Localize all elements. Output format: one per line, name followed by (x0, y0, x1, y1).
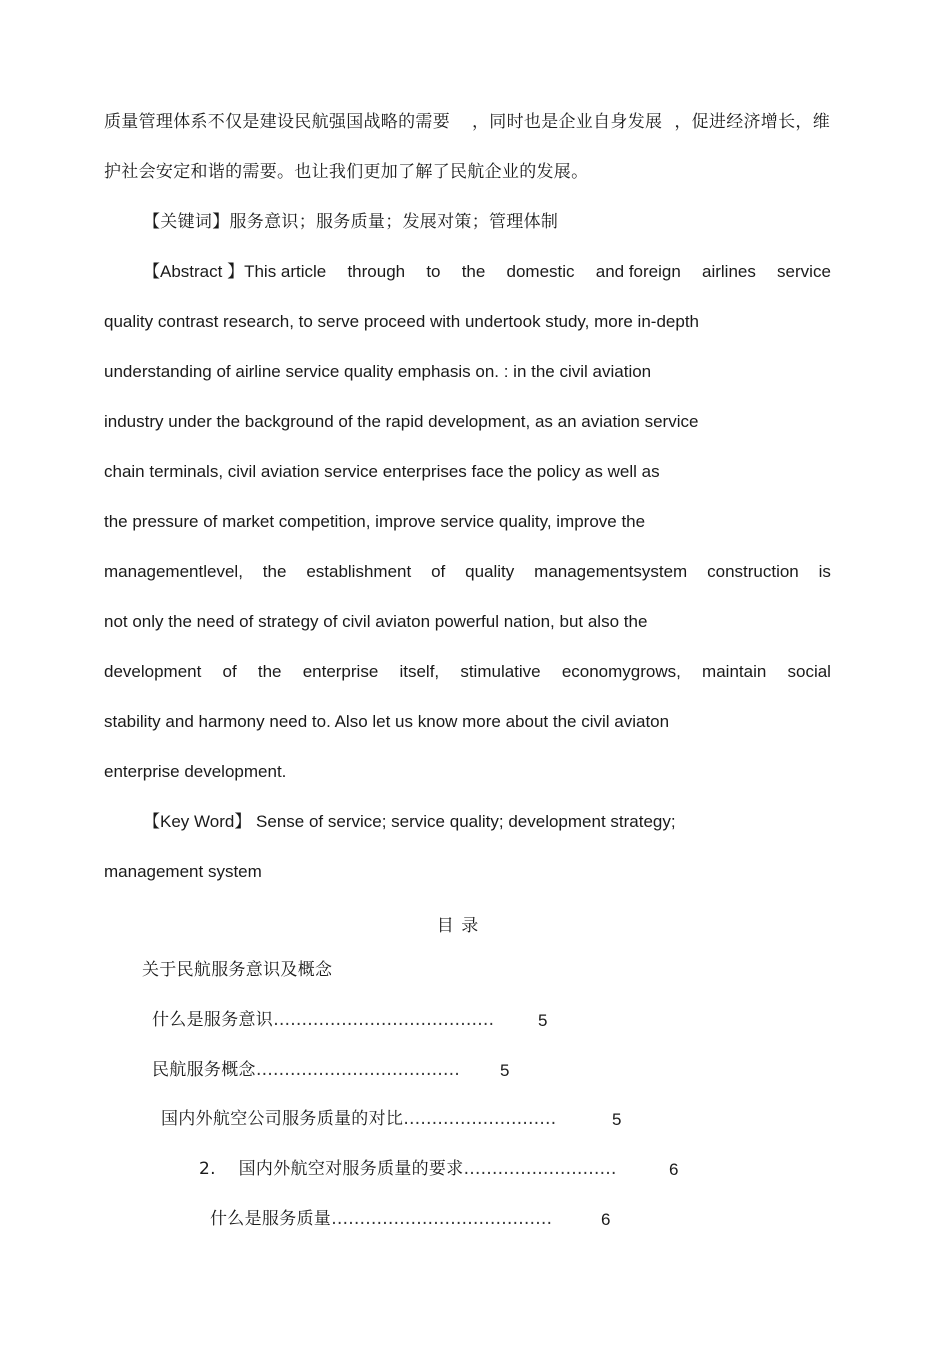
abstract-line-2: quality contrast research, to serve proceed with undertook study, more in-depth (104, 312, 699, 331)
toc-page-number: 5 (612, 1110, 622, 1129)
toc-item-label: 关于民航服务意识及概念 (142, 960, 333, 980)
abstract-word: quality (465, 562, 515, 581)
keywords-en-line-2: management system (104, 862, 262, 881)
summary-line-2: 护社会安定和谐的需要。也让我们更加了解了民航企业的发展。 (104, 162, 589, 182)
abstract-word: through (347, 262, 406, 281)
toc-item-label: 什么是服务意识 (152, 1010, 274, 1030)
abstract-line-10: stability and harmony need to. Also let us know more about the civil aviaton (104, 712, 670, 731)
abstract-word: 【Abstract 】This article (143, 262, 327, 281)
toc-item[interactable] (210, 1209, 552, 1229)
toc-item-label: 2. 国内外航空对服务质量的要求 (199, 1159, 464, 1179)
abstract-word: maintain (702, 662, 767, 681)
abstract-line-11: enterprise development. (104, 762, 287, 781)
abstract-word: the (461, 262, 486, 281)
abstract-word: social (787, 662, 831, 681)
abstract-line-9 (104, 662, 831, 682)
abstract-line-4: industry under the background of the rapid development, as an aviation service (104, 412, 699, 431)
abstract-word: domestic (506, 262, 575, 281)
abstract-word: of (431, 562, 446, 581)
abstract-word: to (426, 262, 441, 281)
toc-page-number: 6 (669, 1160, 679, 1179)
abstract-word: the (257, 662, 282, 681)
abstract-word: of (222, 662, 237, 681)
abstract-word: the (262, 562, 287, 581)
abstract-word: managementlevel, (104, 562, 243, 581)
abstract-line-3: understanding of airline service quality emphasis on. : in the civil aviation (104, 362, 652, 381)
toc-leader-dots: ……………………… (463, 1159, 617, 1179)
abstract-word: is (818, 562, 831, 581)
toc-item[interactable] (142, 960, 332, 980)
abstract-word: economygrows, (561, 662, 681, 681)
summary-line-1 (104, 112, 844, 132)
abstract-word: itself, (399, 662, 440, 681)
abstract-line-1 (143, 262, 831, 282)
toc-leader-dots: ………………………………… (273, 1010, 495, 1030)
abstract-word: airlines (702, 262, 756, 281)
toc-item[interactable] (161, 1109, 556, 1129)
toc-leader-dots: ………………………………… (331, 1209, 553, 1229)
toc-page-number: 5 (500, 1061, 510, 1080)
toc-item-label: 民航服务概念 (152, 1060, 256, 1080)
keywords-en-line-1: 【Key Word】 Sense of service; service quality; development strategy; (143, 812, 676, 831)
summary-line-1a: 质量管理体系不仅是建设民航强国战略的需要 (104, 112, 450, 132)
abstract-word: service (777, 262, 831, 281)
abstract-line-7 (104, 562, 831, 582)
toc-leader-dots: ……………………… (403, 1109, 557, 1129)
toc-item[interactable] (152, 1060, 460, 1080)
abstract-word: establishment (306, 562, 412, 581)
abstract-word: development (104, 662, 202, 681)
abstract-word: and foreign (595, 262, 681, 281)
abstract-word: stimulative (460, 662, 541, 681)
toc-page-number: 6 (601, 1210, 611, 1229)
toc-page-number: 5 (538, 1011, 548, 1030)
abstract-word: construction (707, 562, 799, 581)
toc-item[interactable] (152, 1010, 494, 1030)
toc-leader-dots: ……………………………… (255, 1060, 460, 1080)
abstract-line-8: not only the need of strategy of civil aviaton powerful nation, but also the (104, 612, 648, 631)
summary-line-1b: ，同时也是企业自身发展 (472, 112, 663, 132)
summary-line-1c: ，促进经济增长，维 (674, 112, 831, 132)
keywords-cn: 【关键词】服务意识；服务质量；发展对策；管理体制 (143, 212, 559, 232)
abstract-word: enterprise (302, 662, 379, 681)
toc-title: 目 录 (436, 916, 480, 936)
abstract-line-6: the pressure of market competition, improve service quality, improve the (104, 512, 646, 531)
abstract-line-5: chain terminals, civil aviation service enterprises face the policy as well as (104, 462, 660, 481)
toc-item-label: 国内外航空公司服务质量的对比 (161, 1109, 404, 1129)
toc-item-label: 什么是服务质量 (210, 1209, 332, 1229)
abstract-word: managementsystem (534, 562, 688, 581)
toc-item[interactable] (199, 1159, 617, 1179)
